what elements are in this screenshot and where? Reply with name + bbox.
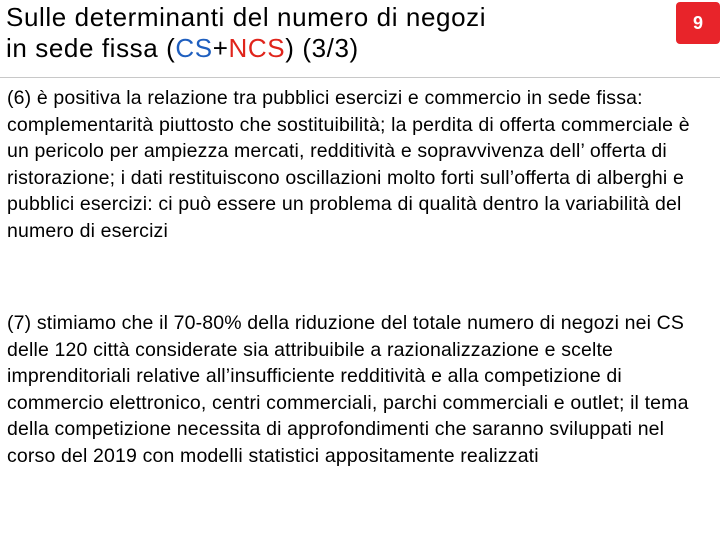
title-divider [0,77,720,78]
paragraph-7: (7) stimiamo che il 70-80% della riduzione del totale numero di negozi nei CS delle 120 città considerate sia attribuibile a razionalizzazione e scelte imprenditoriali relative all’insufficiente redditività e alla competizione di commercio elettronico, centri commerciali, parchi commerciali e outlet; il tema della competizione necessita di approfondimenti che saranno sviluppati nel corso del 2019 con modelli statistici appositamente realizzati [7,312,689,467]
paragraph-6: (6) è positiva la relazione tra pubblici esercizi e commercio in sede fissa: complementarità piuttosto che sostituibilità; la perdita di offerta commerciale è un pericolo per ampiezza mercati, redditività e sopravvivenza dell’ offerta di ristorazione; i dati restituiscono oscillazioni molto forti sull’offerta di alberghi e pubblici esercizi: ci può essere un problema di qualità dentro la variabilità del numero di esercizi [7,87,690,242]
title-ncs: NCS [228,33,286,63]
title-line-2-prefix: in sede fissa ( [6,33,176,63]
title-line-2-suffix: ) (3/3) [285,33,359,63]
title-line-1: Sulle determinanti del numero di negozi [6,2,487,32]
title-cs: CS [175,33,213,63]
title-plus: + [212,33,229,63]
slide-title [6,2,646,64]
page-number-badge: 9 [676,2,720,44]
